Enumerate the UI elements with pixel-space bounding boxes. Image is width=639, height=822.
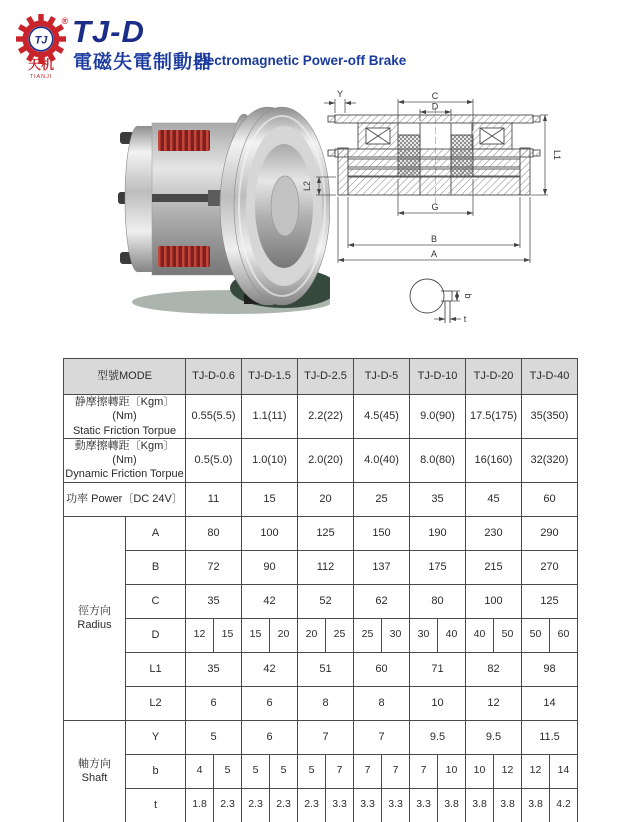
dim-value-cell: 175 [410, 550, 466, 584]
table-header-row [64, 359, 578, 395]
technical-drawing [295, 85, 639, 363]
dim-value-cell: 9.5 [410, 720, 466, 754]
mode-header-cell: 型號MODE [64, 359, 186, 395]
dim-value-cell: 5 [186, 720, 242, 754]
dim-value-cell: 80 [410, 584, 466, 618]
table-row [64, 754, 578, 788]
spec-value-cell: 9.0(90) [410, 395, 466, 439]
dim-label-cell: B [126, 550, 186, 584]
dim-label-y: Y [336, 89, 344, 99]
spec-value-cell: 60 [522, 482, 578, 516]
dim-value-cell: 6 [242, 720, 298, 754]
dim-value-cell: 270 [522, 550, 578, 584]
dim-value-cell: 6 [186, 686, 242, 720]
group-label-cell: 徑方向 Radius [64, 516, 126, 720]
spec-value-cell: 1.0(10) [242, 438, 298, 482]
dim-value-cell: 20 [270, 618, 298, 652]
table-row [64, 788, 578, 822]
dim-value-cell: 30 [410, 618, 438, 652]
spec-value-cell: 35(350) [522, 395, 578, 439]
spec-value-cell: 2.2(22) [298, 395, 354, 439]
dim-value-cell: 3.3 [326, 788, 354, 822]
dim-value-cell: 5 [214, 754, 242, 788]
dim-value-cell: 112 [298, 550, 354, 584]
spec-value-cell: 0.5(5.0) [186, 438, 242, 482]
dim-value-cell: 4.2 [550, 788, 578, 822]
spec-value-cell: 17.5(175) [466, 395, 522, 439]
dim-value-cell: 20 [298, 618, 326, 652]
dim-value-cell: 98 [522, 652, 578, 686]
table-row [64, 618, 578, 652]
dim-value-cell: 137 [354, 550, 410, 584]
spec-value-cell: 8.0(80) [410, 438, 466, 482]
dim-value-cell: 12 [186, 618, 214, 652]
dim-value-cell: 42 [242, 584, 298, 618]
dim-label-cell: A [126, 516, 186, 550]
dim-value-cell: 35 [186, 652, 242, 686]
dim-value-cell: 10 [410, 686, 466, 720]
dim-label-cell: D [126, 618, 186, 652]
model-header-cell: TJ-D-2.5 [298, 359, 354, 395]
dim-value-cell: 5 [270, 754, 298, 788]
dim-value-cell: 62 [354, 584, 410, 618]
dim-label-a: A [430, 249, 438, 259]
table-row [64, 686, 578, 720]
brand-logo [14, 12, 74, 84]
dim-value-cell: 10 [466, 754, 494, 788]
dim-value-cell: 7 [354, 754, 382, 788]
dim-value-cell: 40 [438, 618, 466, 652]
dim-label-cell: L1 [126, 652, 186, 686]
dim-value-cell: 25 [326, 618, 354, 652]
dim-value-cell: 3.8 [466, 788, 494, 822]
dim-value-cell: 6 [242, 686, 298, 720]
spec-value-cell: 11 [186, 482, 242, 516]
dim-value-cell: 100 [242, 516, 298, 550]
dim-value-cell: 50 [522, 618, 550, 652]
dim-value-cell: 150 [354, 516, 410, 550]
dim-value-cell: 2.3 [270, 788, 298, 822]
dim-value-cell: 3.8 [494, 788, 522, 822]
dim-value-cell: 14 [550, 754, 578, 788]
spring-top [158, 130, 210, 151]
dim-label-key-t: t [463, 314, 467, 324]
dim-value-cell: 8 [298, 686, 354, 720]
registered-mark: ® [61, 16, 69, 26]
table-row [64, 516, 578, 550]
spec-value-cell: 4.0(40) [354, 438, 410, 482]
dim-value-cell: 3.3 [382, 788, 410, 822]
dim-value-cell: 11.5 [522, 720, 578, 754]
dim-value-cell: 12 [494, 754, 522, 788]
dim-value-cell: 4 [186, 754, 214, 788]
dim-value-cell: 15 [214, 618, 242, 652]
dim-value-cell: 35 [186, 584, 242, 618]
dim-value-cell: 60 [550, 618, 578, 652]
dim-label-c: C [431, 91, 439, 101]
dim-label-b: B [430, 234, 438, 244]
spec-table [63, 358, 578, 822]
dim-value-cell: 7 [410, 754, 438, 788]
model-header-cell: TJ-D-1.5 [242, 359, 298, 395]
subtitle-zh: 電磁失電制動器 [73, 52, 214, 73]
spec-value-cell: 32(320) [522, 438, 578, 482]
dim-value-cell: 71 [410, 652, 466, 686]
dim-value-cell: 7 [326, 754, 354, 788]
table-row [64, 584, 578, 618]
logo-name-en: TIANJI [29, 74, 53, 80]
spec-value-cell: 15 [242, 482, 298, 516]
model-header-cell: TJ-D-0.6 [186, 359, 242, 395]
dim-value-cell: 1.8 [186, 788, 214, 822]
spec-label-cell: 静摩擦轉距〔Kgm〕(Nm) Static Friction Torpue [64, 395, 186, 439]
dim-value-cell: 7 [298, 720, 354, 754]
dim-value-cell: 50 [494, 618, 522, 652]
table-row [64, 395, 578, 439]
model-header-cell: TJ-D-10 [410, 359, 466, 395]
group-label-cell: 軸方向 Shaft [64, 720, 126, 822]
model-header-cell: TJ-D-5 [354, 359, 410, 395]
dim-value-cell: 42 [242, 652, 298, 686]
dim-label-cell: Y [126, 720, 186, 754]
spec-value-cell: 2.0(20) [298, 438, 354, 482]
dim-value-cell: 215 [466, 550, 522, 584]
spec-value-cell: 0.55(5.5) [186, 395, 242, 439]
dim-label-l2: L2 [302, 180, 312, 192]
dim-value-cell: 5 [242, 754, 270, 788]
model-header-cell: TJ-D-20 [466, 359, 522, 395]
dim-label-d: D [431, 101, 439, 112]
dim-value-cell: 40 [466, 618, 494, 652]
dim-value-cell: 51 [298, 652, 354, 686]
spec-value-cell: 45 [466, 482, 522, 516]
table-row [64, 720, 578, 754]
dim-value-cell: 14 [522, 686, 578, 720]
dim-value-cell: 125 [522, 584, 578, 618]
table-row [64, 652, 578, 686]
dim-value-cell: 72 [186, 550, 242, 584]
dim-value-cell: 2.3 [214, 788, 242, 822]
spec-value-cell: 4.5(45) [354, 395, 410, 439]
model-header-cell: TJ-D-40 [522, 359, 578, 395]
logo-name-zh: 天机 [27, 57, 55, 72]
dim-value-cell: 3.3 [354, 788, 382, 822]
page-title: TJ-D [72, 14, 145, 49]
dim-label-l1: L1 [552, 149, 562, 161]
dim-value-cell: 80 [186, 516, 242, 550]
logo-monogram: TJ [34, 34, 48, 47]
dim-value-cell: 7 [382, 754, 410, 788]
dim-value-cell: 3.8 [522, 788, 550, 822]
dim-value-cell: 100 [466, 584, 522, 618]
table-row [64, 482, 578, 516]
dim-value-cell: 90 [242, 550, 298, 584]
dim-label-g: G [431, 202, 439, 212]
dim-value-cell: 15 [242, 618, 270, 652]
dim-value-cell: 12 [522, 754, 550, 788]
dim-label-cell: b [126, 754, 186, 788]
dim-value-cell: 52 [298, 584, 354, 618]
dim-value-cell: 8 [354, 686, 410, 720]
dim-value-cell: 2.3 [298, 788, 326, 822]
dim-value-cell: 3.8 [438, 788, 466, 822]
table-row [64, 550, 578, 584]
dim-value-cell: 10 [438, 754, 466, 788]
dim-value-cell: 30 [382, 618, 410, 652]
dim-label-cell: C [126, 584, 186, 618]
spec-label-cell: 動摩擦轉距〔Kgm〕(Nm) Dynamic Friction Torpue [65, 439, 184, 481]
dim-value-cell: 290 [522, 516, 578, 550]
dim-value-cell: 230 [466, 516, 522, 550]
spring-bottom [158, 246, 210, 267]
spec-value-cell: 35 [410, 482, 466, 516]
dim-value-cell: 9.5 [466, 720, 522, 754]
spec-label-cell: 功率 Power〔DC 24V〕 [64, 482, 186, 516]
spec-value-cell: 25 [354, 482, 410, 516]
spec-value-cell: 20 [298, 482, 354, 516]
table-row [64, 438, 578, 482]
spec-value-cell: 16(160) [466, 438, 522, 482]
dim-value-cell: 125 [298, 516, 354, 550]
dim-value-cell: 2.3 [242, 788, 270, 822]
dim-label-cell: t [126, 788, 186, 822]
dim-value-cell: 60 [354, 652, 410, 686]
dim-value-cell: 190 [410, 516, 466, 550]
dim-value-cell: 82 [466, 652, 522, 686]
dim-value-cell: 25 [354, 618, 382, 652]
dim-label-key-b: b [463, 293, 473, 299]
spec-value-cell: 1.1(11) [242, 395, 298, 439]
dim-value-cell: 12 [466, 686, 522, 720]
subtitle-en: Electromagnetic Power-off Brake [194, 53, 407, 68]
dim-value-cell: 5 [298, 754, 326, 788]
dim-value-cell: 7 [354, 720, 410, 754]
dim-value-cell: 3.3 [410, 788, 438, 822]
dim-label-cell: L2 [126, 686, 186, 720]
